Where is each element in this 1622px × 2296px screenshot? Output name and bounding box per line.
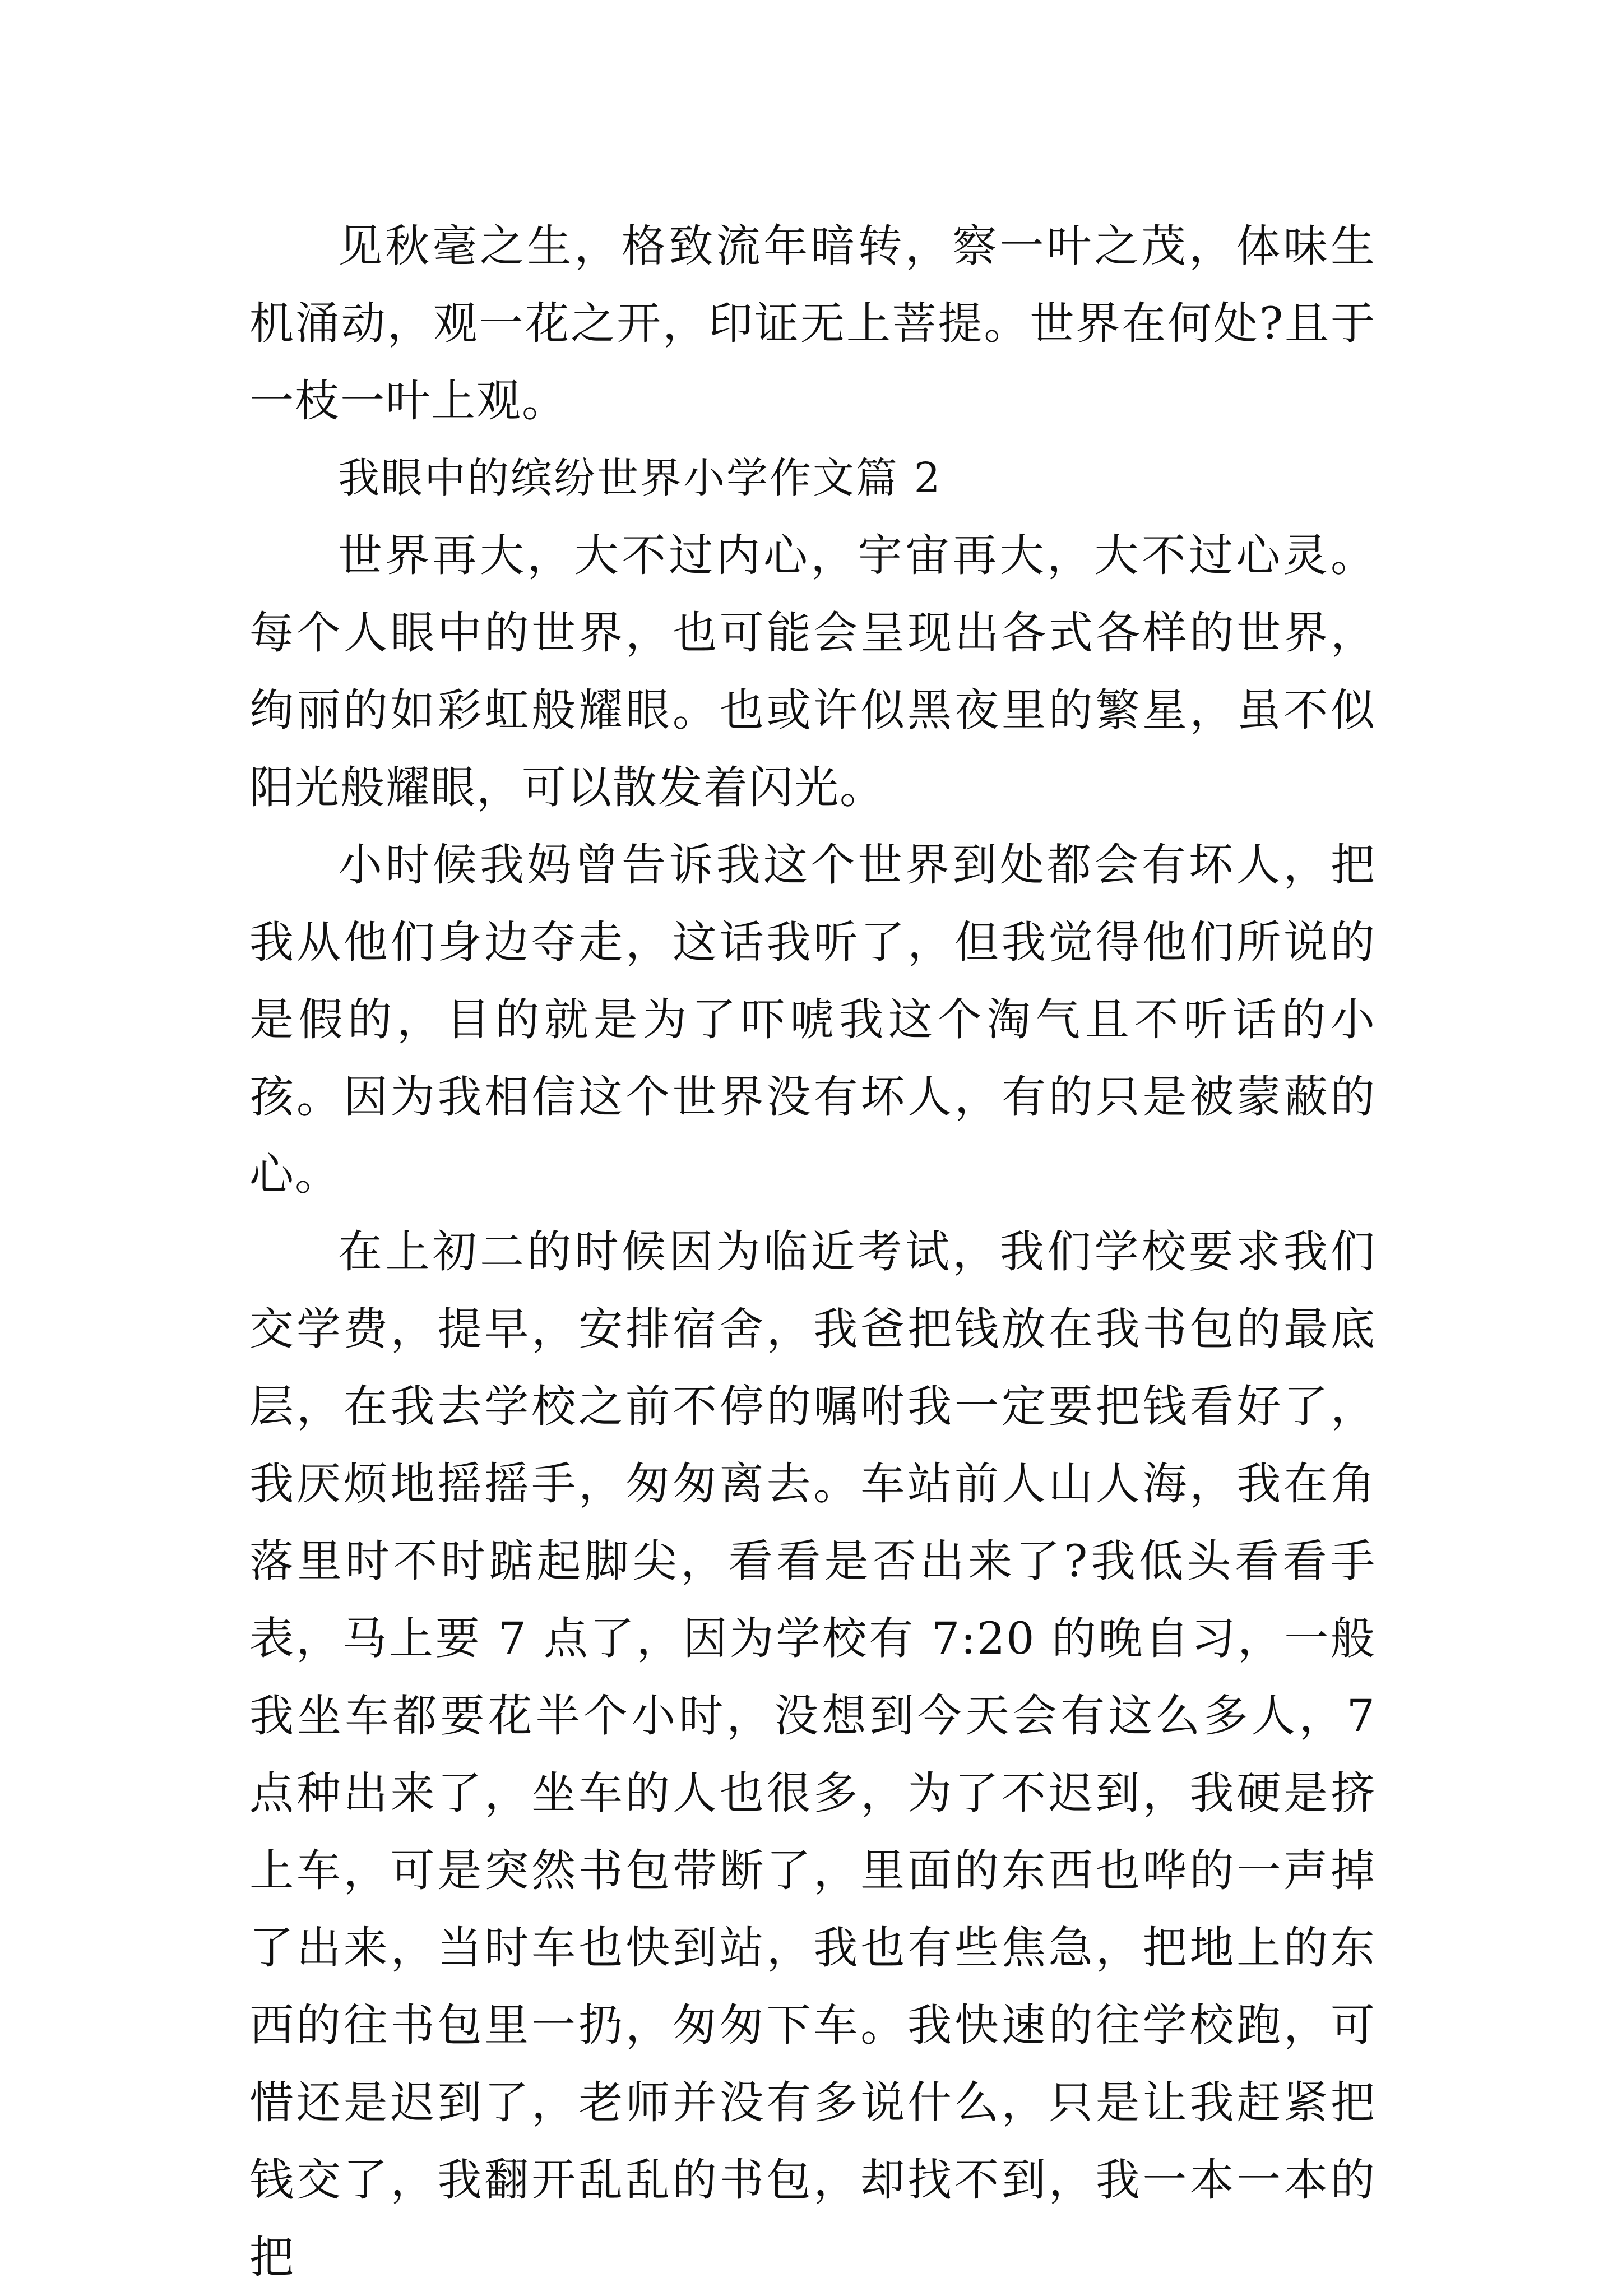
document-body [249, 207, 1376, 2296]
intro-paragraph: 见秋毫之生，格致流年暗转，察一叶之茂，体味生机涌动，观一花之开，印证无上菩提。世界在何处?且于一枝一叶上观。 [249, 220, 1376, 427]
section-paragraph-1: 世界再大，大不过内心，宇宙再大，大不过心灵。每个人眼中的世界，也可能会呈现出各式各样的世界，绚丽的如彩虹般耀眼。也或许似黑夜里的繁星，虽不似阳光般耀眼，可以散发着闪光。 [249, 530, 1376, 813]
section-paragraph-3: 在上初二的时候因为临近考试，我们学校要求我们交学费，提早，安排宿舍，我爸把钱放在我书包的最底层，在我去学校之前不停的嘱咐我一定要把钱看好了，我厌烦地摇摇手，匆匆离去。车站前人山人海，我在角落里时不时踮起脚尖，看看是否出来了?我低头看看手表，马上要 7 点了，因为学校有 7:20 的晚自习，一般我坐车都要花半个小时，没想到今天会有这么多人，7 点种出来了，坐车的人也很多，为了不迟到，我硬是挤上车，可是突然书包带断了，里面的东西也哗的一声掉了出来，当时车也快到站，我也有些焦急，把地上的东西的往书包里一扔，匆匆下车。我快速的往学校跑，可惜还是迟到了，老师并没有多说什么，只是让我赶紧把钱交了，我翻开乱乱的书包，却找不到，我一本一本的把 [249, 1226, 1376, 2283]
section-title: 我眼中的缤纷世界小学作文篇 2 [338, 454, 942, 502]
section-paragraph-2: 小时候我妈曾告诉我这个世界到处都会有坏人，把我从他们身边夺走，这话我听了，但我觉得他们所说的是假的，目的就是为了吓唬我这个淘气且不听话的小孩。因为我相信这个世界没有坏人，有的只是被蒙蔽的心。 [249, 839, 1376, 1200]
